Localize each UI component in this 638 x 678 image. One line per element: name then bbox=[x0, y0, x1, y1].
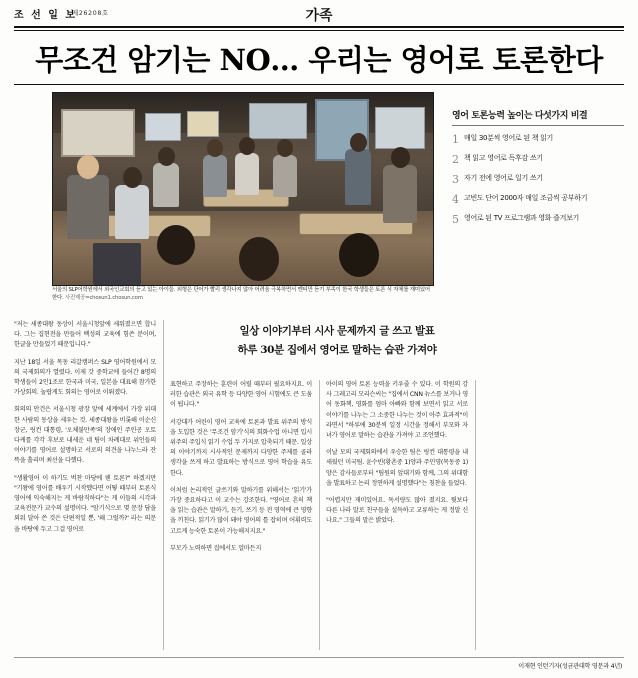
photo-person-8 bbox=[383, 165, 417, 223]
photo-person-6-head bbox=[277, 139, 293, 157]
photo-person-4 bbox=[203, 155, 227, 197]
photo-person-7 bbox=[345, 149, 371, 205]
photo-caption bbox=[52, 286, 432, 302]
article-column-1 bbox=[14, 320, 156, 542]
photo-person-8-head bbox=[391, 147, 410, 168]
paragraph: 회의의 안건은 서울시청 광장 앞에 세계에서 가장 위대한 사람의 동상을 세우는 것. 세종대왕을 비롯해 이순신 장군, 링컨 대통령, '오체불만족'의 장애인 주인공 오토다케를 각각 후보로 내세운 네 팀이 차례대로 위인들의 이야기를 영어로 설명하고 서로의 의견을 나누느라 잔뜩을 흘리며 최선을 다했다. bbox=[14, 406, 156, 465]
byline: 이재현 인턴기자(성균관대학 영문과 4년) bbox=[518, 663, 622, 670]
tip-text: 자기 전에 영어로 일기 쓰기 bbox=[464, 174, 543, 182]
article-column-3 bbox=[326, 380, 468, 534]
tip-number: 2 bbox=[452, 153, 459, 166]
column-divider-1 bbox=[163, 320, 164, 650]
photo-person-3 bbox=[153, 163, 179, 207]
deck-line-1: 일상 이야기부터 시사 문제까지 글 쓰고 발표 bbox=[239, 325, 435, 337]
photo-person-3-head bbox=[158, 147, 175, 166]
paragraph: 부모가 노력하면 집에서도 얼마든지 bbox=[170, 544, 262, 552]
paragraph: 서강대가 어린이 영어 교육에 토론과 발표 위주의 방식을 도입한 것은 '무조건 암기'식의 회화수업 아니면 입시 위주의 주입식 읽기 수업 두 가지로 압축되기 때문. 일상의 이야기까지 시사적인 문제까지 다양한 주제를 골라 생각을 쓰게 하고 발표하는 방식으로 영어 학습을 유도한다. bbox=[170, 418, 312, 477]
paragraph: 표현하고 주장하는 훈련이 어릴 때부터 필요하지요. 이러한 습관은 외국 유학 등 다양한 영어 시험에도 큰 도움이 됩니다." bbox=[170, 381, 312, 409]
article-column-2 bbox=[170, 380, 312, 561]
photo-foreground-head-1 bbox=[157, 225, 195, 265]
tip-text: 책 읽고 영어로 독후감 쓰기 bbox=[464, 154, 543, 162]
tip-item bbox=[452, 214, 624, 225]
section-title: 가족 bbox=[305, 8, 333, 24]
photo-person-4-head bbox=[207, 139, 223, 157]
paragraph: "어렵지만 재미있어요. 독서량도 많아 졌지요. 뭣보다 다른 나라 말로 친구들을 설득하고 교류하는 게 정말 신나요." 그들의 말은 밝았다. bbox=[326, 497, 468, 525]
divider-top-thin bbox=[14, 30, 624, 31]
paragraph: 이처럼 논리적인 글쓰기와 말하기를 위해서는 '읽기'가 가장 중요하다고 이 교수는 강조한다. "영어로 흔히 책을 읽는 습관은 말하기, 듣기, 쓰기 등 전 영역에 큰 영향을 끼친다. 읽기가 많이 돼야 영어의 틀 잡히며 어휘력도 고르게 능숙한 토론이 가능해지지요." bbox=[170, 486, 312, 535]
photo-whiteboard bbox=[61, 109, 135, 157]
article-photo bbox=[52, 92, 434, 286]
page-title: 무조건 암기는 NO… 우리는 영어로 토론한다 bbox=[35, 43, 603, 77]
photo-person-5 bbox=[235, 153, 259, 195]
photo-caption-text: 서울의 SLP어학원에서 외국인교회의 듣고 있는 아이들. 외형은 단어가 빨리 생각나지 않아 어려움 극복하면서 멘티만 듣기 부족이 한국 학생들은 토론 식 자체를 재미있어 한다. bbox=[52, 287, 430, 301]
tip-item bbox=[452, 174, 624, 185]
tip-number: 1 bbox=[452, 133, 459, 146]
newspaper-logo: 조 선 일 보 bbox=[14, 10, 78, 21]
photo-person-1-head bbox=[77, 155, 99, 179]
tip-text: 고빈도 단어 2000자 매일 조금씩 공부하기 bbox=[464, 194, 588, 202]
photo-foreground-head-2 bbox=[239, 237, 279, 281]
tip-box-title: 영어 토론능력 높이는 다섯가지 비결 bbox=[452, 108, 624, 126]
paragraph: 지난 18일 서울 목동 리갈캠퍼스 SLP 영어학원에서 모의 국제회의가 열렸다. 이제 갓 중학교에 들어간 8명의 학생들이 2인1조로 한국과 미국, 일본을 대표해 참가한 가상회의. 놀랍게도 회의는 영어로 이뤄졌다. bbox=[14, 358, 156, 397]
issue-number: 제26208호 bbox=[72, 9, 109, 17]
column-divider-3 bbox=[475, 380, 476, 650]
photo-person-1 bbox=[67, 175, 109, 239]
tip-number: 3 bbox=[452, 173, 459, 186]
photo-person-6 bbox=[273, 155, 297, 197]
deck-line-2: 하루 30분 집에서 영어로 말하는 습관 가져야 bbox=[237, 344, 437, 356]
photo-person-2 bbox=[115, 185, 149, 239]
paragraph: "생활영어 이 하기도 벅찬 마당에 웬 토론?" 하겠지만 "기왕에 영어를 배우기 시작했다면 어떻 때부터 토론식 영어에 익숙해지는 게 바람직하다"는 게 이들의 시각과 교육전문가 교수의 설명이다. "암기식으로 몇 문장 담을 외워 달아 쓴 것은 단편적일 뿐, '왜 그럴까?' 라는 의문을 바탕에 두고 그걸 영어로 bbox=[14, 474, 156, 533]
divider-top bbox=[14, 26, 624, 28]
photo-poster-2 bbox=[187, 111, 219, 137]
photo-credit: 사진제공=chosun1.chosun.com bbox=[65, 295, 143, 301]
paragraph: 이날 모의 국제회의에서 우승한 팀은 링컨 대통령을 내세웠던 미국팀. 윤수빈(황촌중 1)양과 주민영(목동중 1)양은 감사들로부터 "팀원의 앞대기와 함께, 그의 위대함을 발표하고 논리 정연하게 설명했다"는 칭찬을 들었다. bbox=[326, 449, 468, 487]
divider-bottom bbox=[14, 657, 624, 658]
tip-item bbox=[452, 154, 624, 165]
tip-number: 4 bbox=[452, 193, 459, 206]
tip-text: 매일 30분씩 영어로 된 책 읽기 bbox=[464, 134, 554, 142]
article-body bbox=[14, 320, 624, 650]
tip-number: 5 bbox=[452, 213, 459, 226]
tip-box bbox=[452, 108, 624, 266]
column-divider-2 bbox=[319, 380, 320, 650]
photo-foreground-head-3 bbox=[339, 233, 379, 277]
photo-poster-4 bbox=[375, 107, 425, 149]
photo-poster-3 bbox=[249, 103, 307, 139]
paragraph: 아이의 영어 토론 능력을 키우줄 수 있다. 이 학원의 강사 그레고리 모리슨씨는 "집에서 CNN 뉴스를 보거나 영어 동화책, 영화를 엄마 아빠와 함께 보면서 읽고 서로 이야기를 나누는 그 소중한 나누는 것이 아주 효과적"이라면서 "하루에 30분씩 일정 시간을 정해서 부모와 자녀가 영어로 말하는 습관을 가져야 고 조언했다. bbox=[326, 381, 468, 440]
tip-item bbox=[452, 194, 624, 205]
photo-person-5-head bbox=[239, 137, 255, 155]
tip-text: 영어로 된 TV 프로그램과 영화 즐겨보기 bbox=[464, 214, 580, 222]
photo-person-7-head bbox=[350, 133, 367, 152]
masthead bbox=[14, 6, 624, 28]
paragraph: "저는 세종대왕 동상이 서울시청앞에 세워졌으면 합니다. 그는 집현전을 만들어 백성의 교육에 힘쓴 분이며, 한글을 만들었기 때문입니다." bbox=[14, 321, 156, 349]
divider-headline bbox=[14, 84, 624, 85]
tip-item bbox=[452, 134, 624, 145]
photo-person-2-head bbox=[123, 167, 142, 188]
photo-chair bbox=[93, 243, 141, 285]
photo-poster-1 bbox=[145, 113, 181, 141]
